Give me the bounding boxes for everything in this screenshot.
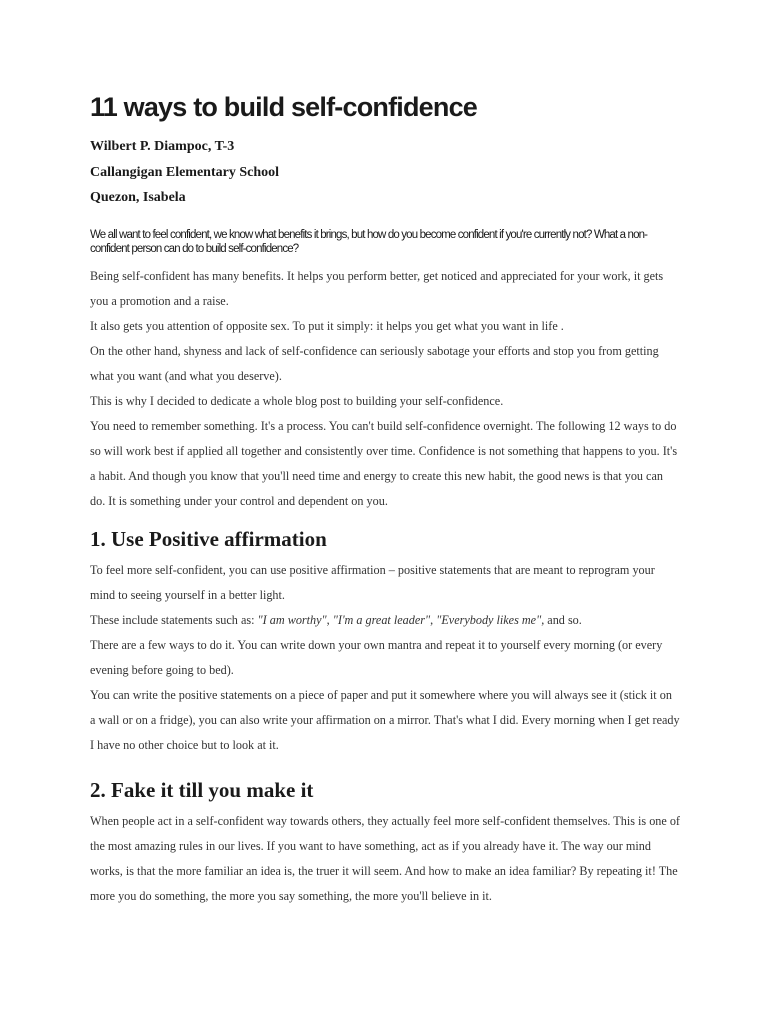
intro-paragraph: We all want to feel confident, we know what benefits it brings, but how do you become confident if you're currently not? What a non-confident person can do to build self-confidence? xyxy=(90,229,648,255)
body-paragraph: To feel more self-confident, you can use positive affirmation – positive statements that are meant to reprogram your mind to seeing yourself in a better light. xyxy=(90,563,655,602)
body-paragraph: Being self-confident has many benefits. It helps you perform better, get noticed and appreciated for your work, it gets you a promotion and a raise. xyxy=(90,269,664,308)
section-2-heading: 2. Fake it till you make it xyxy=(90,778,314,802)
author-location: Quezon, Isabela xyxy=(90,190,186,205)
document-title: 11 ways to build self-confidence xyxy=(90,92,478,122)
section-1-body xyxy=(90,558,680,758)
author-name: Wilbert P. Diampoc, T-3 xyxy=(90,139,235,154)
body-paragraph: There are a few ways to do it. You can write down your own mantra and repeat it to yourself every morning (or every evening before going to bed). xyxy=(90,638,663,677)
body-paragraph-quotes xyxy=(90,608,680,633)
quote-3: "Everybody likes me" xyxy=(436,613,542,627)
section-1-heading: 1. Use Positive affirmation xyxy=(90,527,327,551)
body-paragraph: You need to remember something. It's a process. You can't build self-confidence overnight. The following 12 ways to do so will work best if applied all together and consistently over time. Confidence is not something that happens to you. It's a habit. And though you know that you'll need time and energy to create this new habit, the good news is that you can do. It is something under your control and dependent on you. xyxy=(90,419,678,508)
author-school: Callangigan Elementary School xyxy=(90,164,280,180)
body-paragraph: It also gets you attention of opposite sex. To put it simply: it helps you get what you want in life . xyxy=(90,319,564,333)
body-paragraph: You can write the positive statements on a piece of paper and put it somewhere where you will always see it (stick it on a wall or on a fridge), you can also write your affirmation on a mirror. That's what I did. Every morning when I get ready I have no other choice but to look at it. xyxy=(90,688,680,752)
intro-body xyxy=(90,264,680,514)
body-paragraph: On the other hand, shyness and lack of self-confidence can seriously sabotage your efforts and stop you from getting what you want (and what you deserve). xyxy=(90,344,659,383)
section-2-body xyxy=(90,809,680,909)
body-paragraph: When people act in a self-confident way towards others, they actually feel more self-confident themselves. This is one of the most amazing rules in our lives. If you want to have something, act as if you already have it. The way our mind works, is that the more familiar an idea is, the truer it will seem. And how to make an idea familiar? By repeating it! The more you do something, the more you say something, the more you'll believe in it. xyxy=(90,814,680,903)
quotes-prefix: These include statements such as: xyxy=(90,613,258,627)
quote-2: "I'm a great leader" xyxy=(332,613,431,627)
author-block xyxy=(90,134,279,211)
quote-1: "I am worthy" xyxy=(257,613,327,627)
quote-separator: , xyxy=(326,613,333,627)
body-paragraph: This is why I decided to dedicate a whole blog post to building your self-confidence. xyxy=(90,394,504,408)
quotes-suffix: , and so. xyxy=(541,613,582,627)
quote-separator: , xyxy=(430,613,437,627)
